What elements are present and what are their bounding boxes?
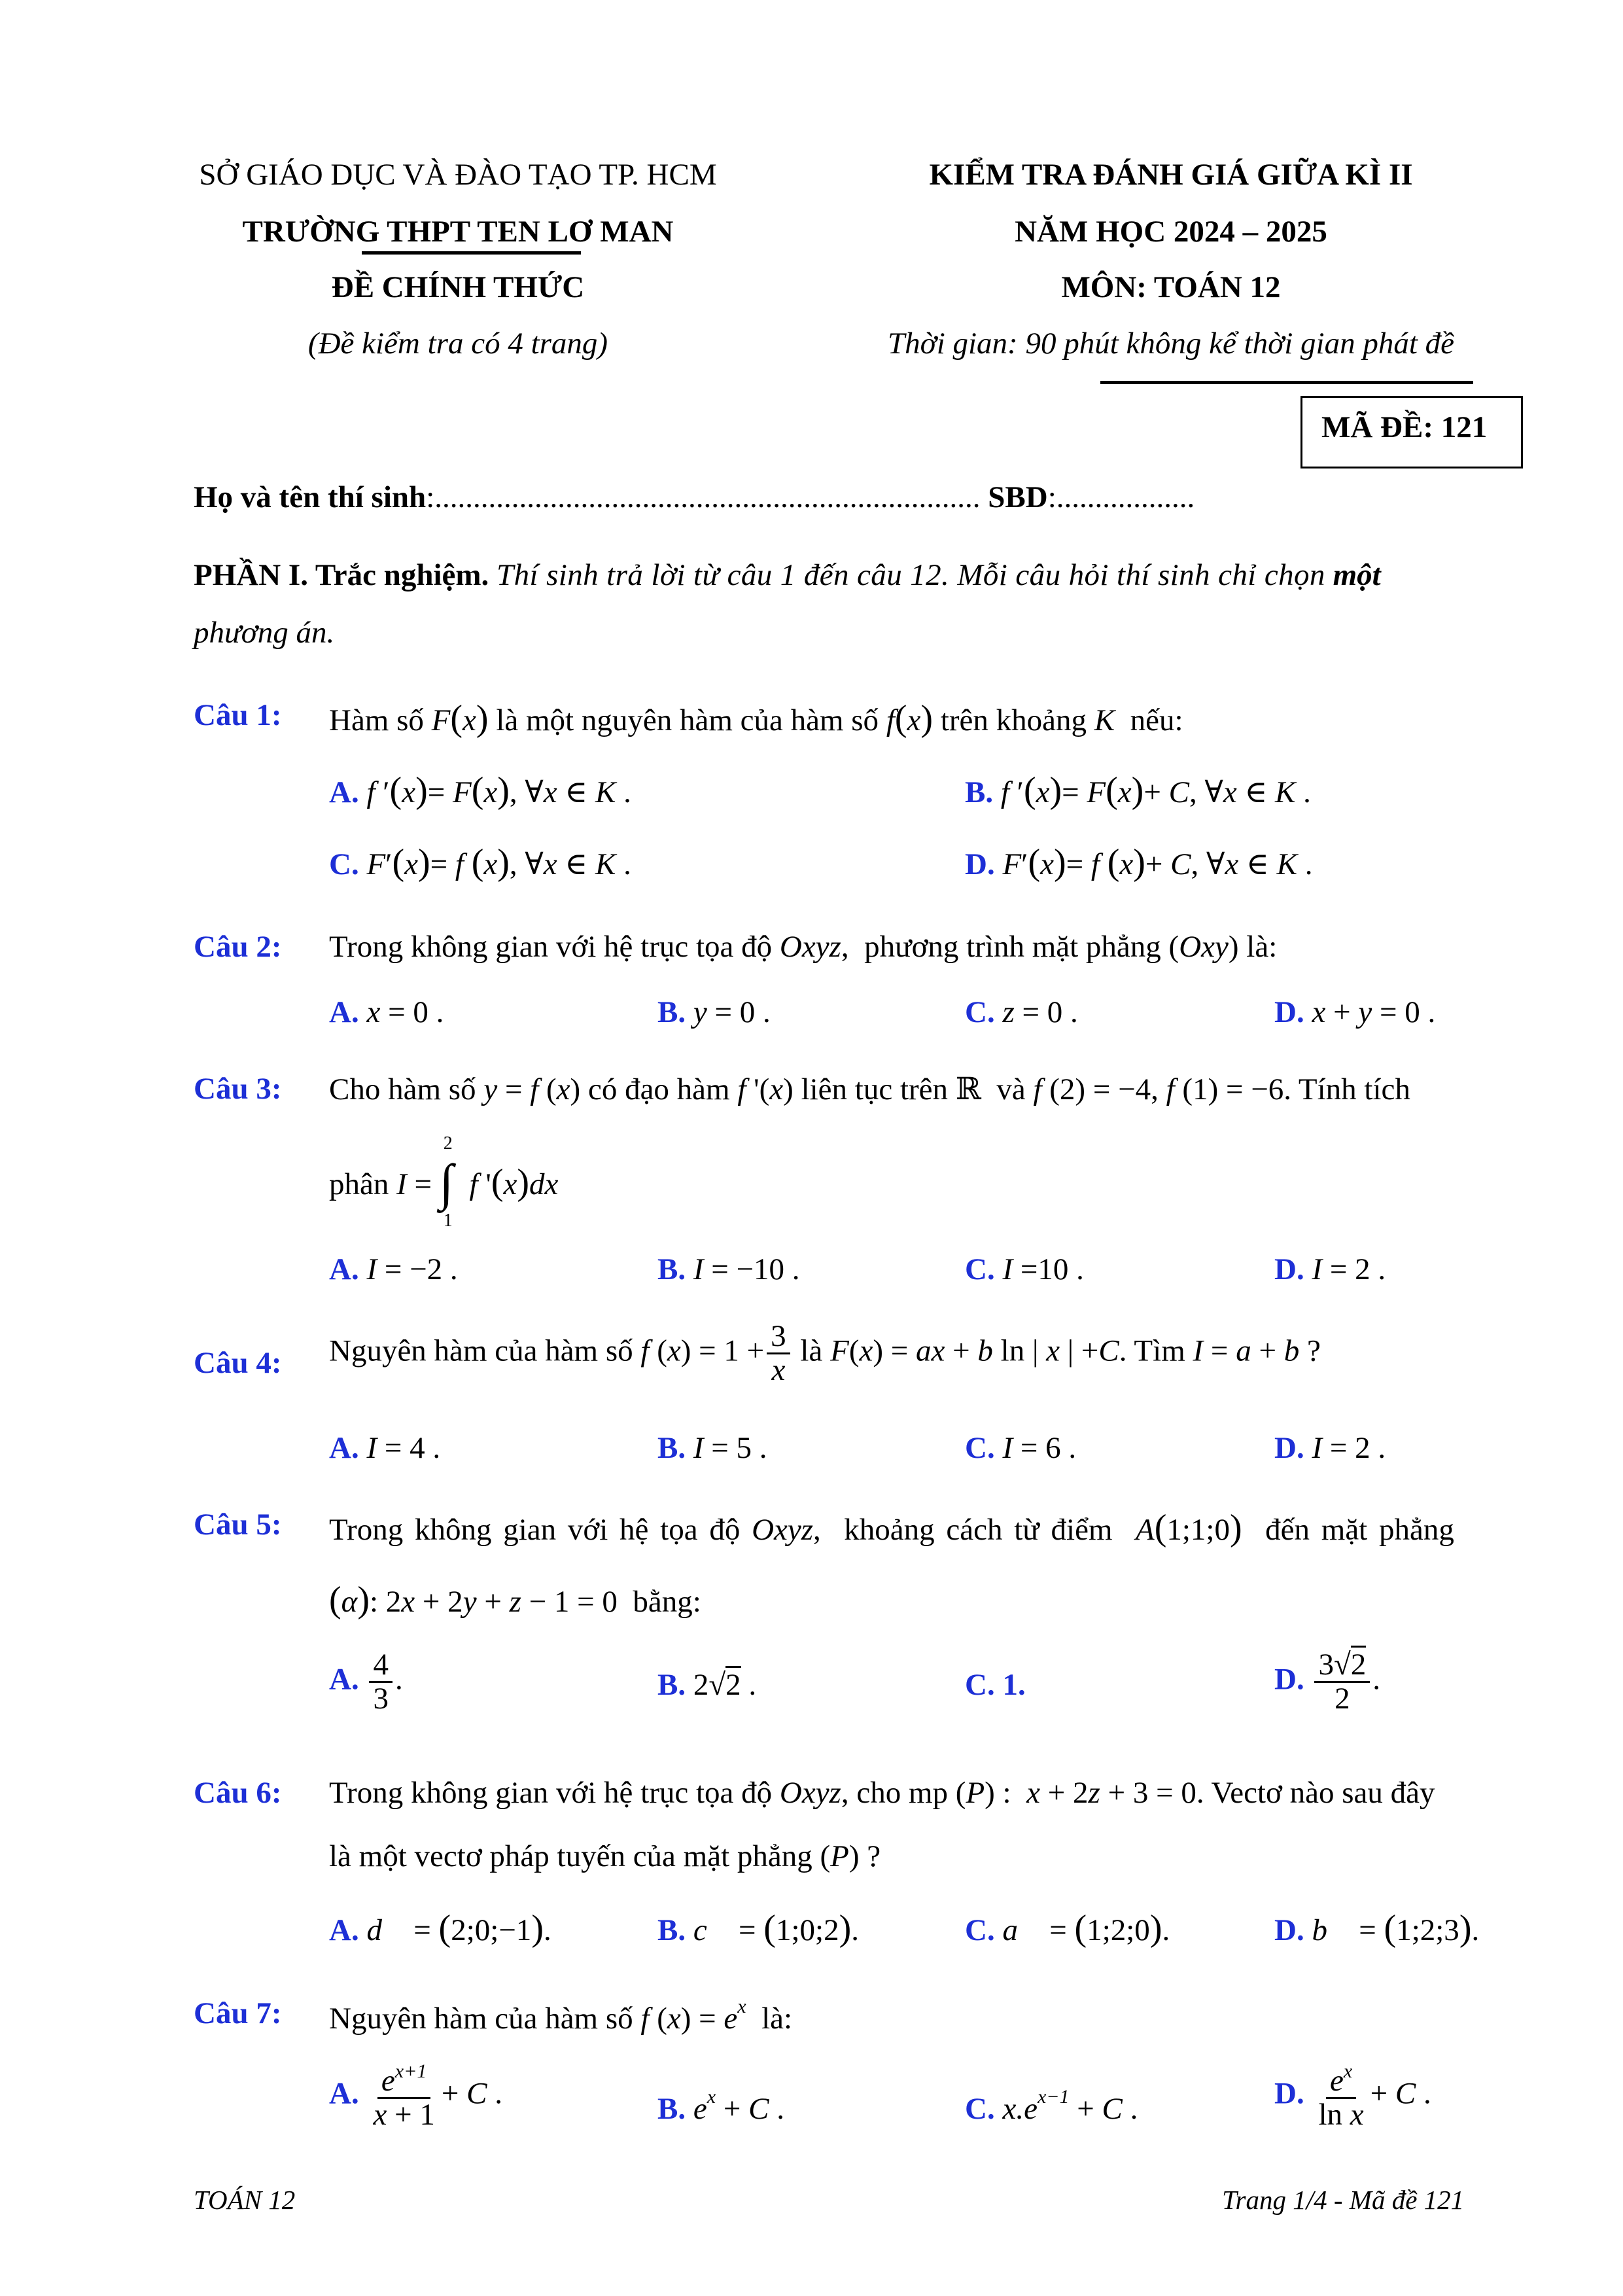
question-6-text: Trong không gian với hệ trục tọa độ Oxyz, cho mp (P) : x + 2z + 3 = 0. Vectơ nào sau đây [329, 1776, 1435, 1810]
question-7-label: Câu 7: [194, 1996, 282, 2030]
question-5-label: Câu 5: [194, 1508, 282, 1542]
question-6-label: Câu 6: [194, 1776, 282, 1810]
question-5-option-d[interactable]: D. $\frac{3√2}{2}$ . [1274, 1649, 1380, 1716]
question-1-option-c[interactable]: C. F′(x)= f (x), ∀x ∈ K . [329, 842, 631, 883]
question-5-option-a[interactable]: A. $\frac{4}{3}$ . [329, 1648, 403, 1716]
header-right-underline [1100, 381, 1473, 384]
question-6-option-d[interactable]: D. b⃗ = (1;2;3). [1274, 1908, 1480, 1949]
question-5-option-b[interactable]: B. 2√2 . [657, 1667, 756, 1703]
question-7-option-d[interactable]: D. $\frac{e^x}{\text{ln x}}$ + C . [1274, 2060, 1431, 2132]
question-1-label: Câu 1: [194, 698, 282, 732]
sbd-dots: :.................. [1047, 480, 1195, 514]
question-2-label: Câu 2: [194, 930, 282, 964]
footer-subject: TOÁN 12 [194, 2185, 296, 2215]
question-2-option-c[interactable]: C. z = 0 . [965, 995, 1078, 1029]
question-4-option-b[interactable]: B. I = 5 . [657, 1431, 767, 1465]
question-1-option-b[interactable]: B. f ′(x)= F(x)+ C, ∀x ∈ K . [965, 770, 1311, 811]
subject: MÔN: TOÁN 12 [1061, 270, 1281, 304]
question-7-option-b[interactable]: B. $e^x + C$ . [657, 2086, 784, 2126]
question-3-option-c[interactable]: C. I =10 . [965, 1252, 1084, 1286]
question-4-option-d[interactable]: D. I = 2 . [1274, 1431, 1386, 1465]
exam-duration: Thời gian: 90 phút không kể thời gian phát đề [887, 327, 1455, 361]
exam-title: KIỂM TRA ĐÁNH GIÁ GIỮA KÌ II [929, 158, 1413, 192]
footer-page: Trang 1/4 - Mã đề 121 [1222, 2185, 1465, 2215]
question-1-option-d[interactable]: D. F′(x)= f (x)+ C, ∀x ∈ K . [965, 842, 1313, 883]
question-3-option-a[interactable]: A. I = −2 . [329, 1252, 458, 1286]
question-6-option-b[interactable]: B. c⃗ = (1;0;2). [657, 1908, 859, 1949]
student-name-label: Họ và tên thí sinh [194, 480, 427, 514]
question-3-integral: phân I = 2 ∫ 1 f '(x)dx [329, 1133, 559, 1231]
part1-instruction-bold: một [1333, 558, 1381, 592]
question-6-option-c[interactable]: C. a⃗ = (1;2;0). [965, 1908, 1170, 1949]
question-3-label: Câu 3: [194, 1072, 282, 1106]
part1-instruction: Thí sinh trả lời từ câu 1 đến câu 12. Mỗi câu hỏi thí sinh chỉ chọn [497, 558, 1325, 592]
header-official: ĐỀ CHÍNH THỨC [331, 270, 585, 304]
question-3-option-b[interactable]: B. I = −10 . [657, 1252, 800, 1286]
question-7-text: Nguyên hàm của hàm số f $(x) = e^x$ là: [329, 1996, 793, 2036]
question-3-text: Cho hàm số y = f (x) có đạo hàm f '(x) liên tục trên ℝ và f (2) = −4, f (1) = −6. Tính tích [329, 1072, 1410, 1106]
question-2-text: Trong không gian với hệ trục tọa độ Oxyz, phương trình mặt phẳng (Oxy) là: [329, 930, 1278, 964]
question-1-option-a[interactable]: A. f ′(x)= F(x), ∀x ∈ K . [329, 770, 631, 811]
question-1-text: Hàm số F(x) là một nguyên hàm của hàm số f(x) trên khoảng K nếu: [329, 698, 1183, 739]
header-page-count: (Đề kiểm tra có 4 trang) [307, 327, 608, 361]
school-year: NĂM HỌC 2024 – 2025 [1015, 215, 1327, 249]
question-4-option-c[interactable]: C. I = 6 . [965, 1431, 1077, 1465]
question-6-option-a[interactable]: A. d⃗ = (2;0;−1). [329, 1908, 551, 1949]
question-2-option-a[interactable]: A. x = 0 . [329, 995, 444, 1029]
part1-instruction-end: phương án. [194, 616, 335, 650]
question-7-option-c[interactable]: C. $x.e^{x-1} + C$ . [965, 2086, 1138, 2126]
header-left-underline [362, 251, 581, 255]
header-department: SỞ GIÁO DỤC VÀ ĐÀO TẠO TP. HCM [199, 158, 717, 192]
student-info-line [194, 480, 1195, 515]
question-4-text: Nguyên hàm của hàm số f (x) = 1 + $\frac{3}{x}$ là F(x) = ax + b ln | x | +C. Tìm I = a + b ? [329, 1319, 1321, 1388]
exam-code: MÃ ĐỀ: 121 [1321, 410, 1488, 444]
question-6-text-2: là một vectơ pháp tuyến của mặt phẳng (P) ? [329, 1839, 881, 1873]
question-4-option-a[interactable]: A. I = 4 . [329, 1431, 441, 1465]
question-5-text: Trong không gian với hệ tọa độ Oxyz, khoảng cách từ điểm A(1;1;0) đến mặt phẳng [329, 1508, 1454, 1548]
question-2-option-d[interactable]: D. x + y = 0 . [1274, 995, 1436, 1029]
sbd-label: SBD [988, 480, 1048, 514]
question-5-plane: (α): 2x + 2y + z − 1 = 0 bằng: [329, 1580, 701, 1620]
question-3-option-d[interactable]: D. I = 2 . [1274, 1252, 1386, 1286]
question-4-label: Câu 4: [194, 1346, 282, 1380]
part1-title: PHẦN I. Trắc nghiệm. [194, 558, 489, 592]
student-name-dots: :....................................................................... [426, 480, 981, 514]
question-5-option-c[interactable]: C. 1. [965, 1668, 1026, 1702]
question-2-option-b[interactable]: B. y = 0 . [657, 995, 771, 1029]
header-school: TRƯỜNG THPT TEN LƠ MAN [242, 215, 674, 249]
question-7-option-a[interactable]: A. $\frac{e^{x+1}}{x + 1}$ + C . [329, 2060, 502, 2132]
part1-heading [194, 557, 1381, 593]
